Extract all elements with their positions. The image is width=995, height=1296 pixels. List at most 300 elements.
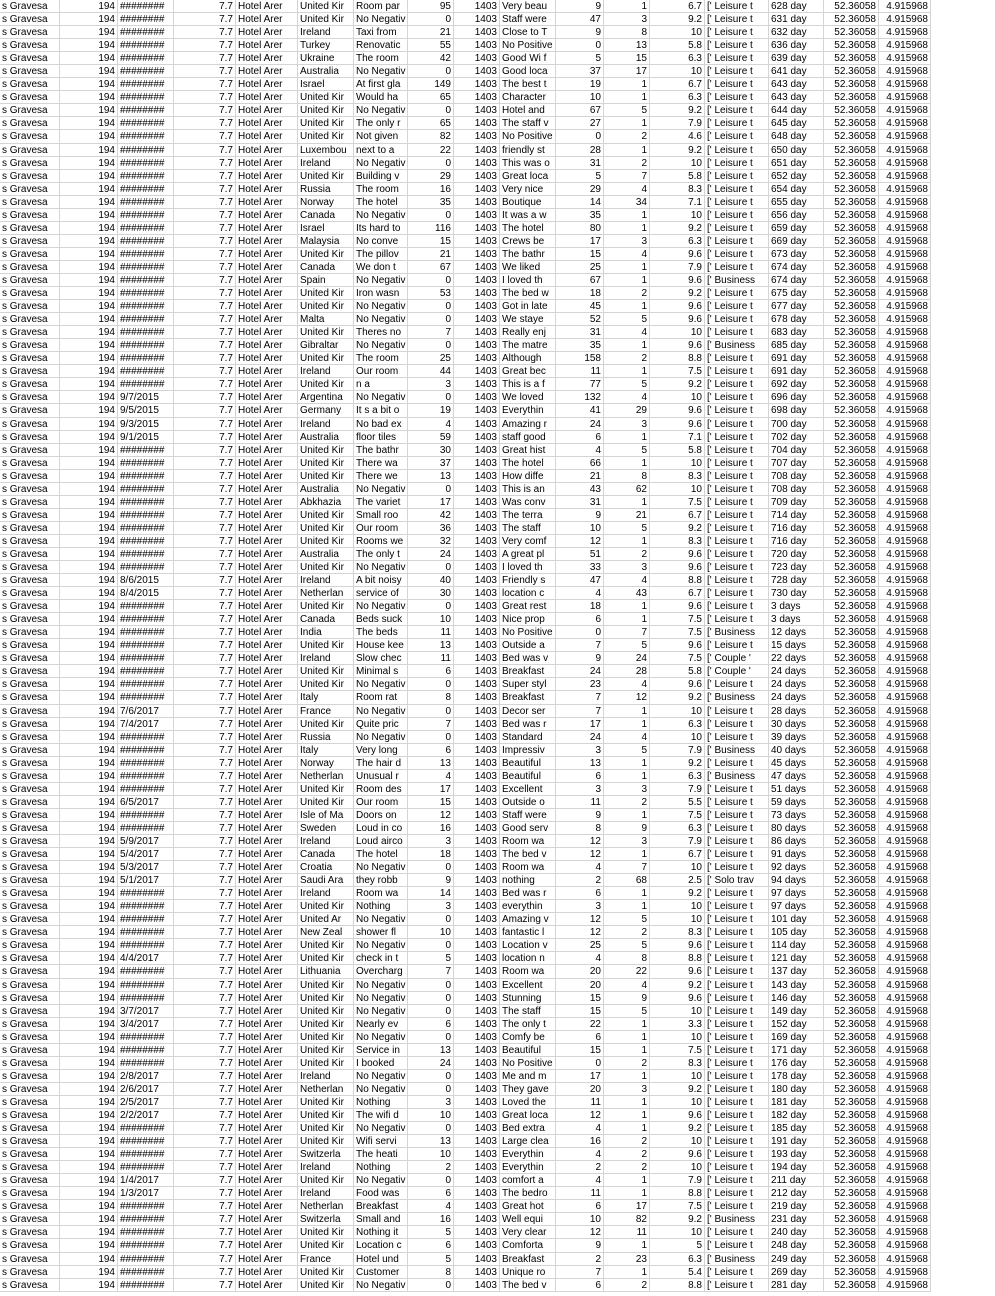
nationality-cell[interactable]: United Kir (298, 979, 354, 992)
review-date-cell[interactable]: ######## (118, 457, 174, 470)
total-reviews-cell[interactable]: 1403 (454, 261, 500, 274)
lat-cell[interactable]: 52.36058 (824, 979, 879, 992)
tags-cell[interactable]: [' Leisure t (705, 848, 769, 861)
reviewer-reviews-cell[interactable]: 2 (604, 287, 650, 300)
negative-review-cell[interactable]: No Negativ (354, 1031, 408, 1044)
lat-cell[interactable]: 52.36058 (824, 665, 879, 678)
positive-word-count-cell[interactable]: 0 (556, 1057, 604, 1070)
additional-score-cell[interactable]: 194 (60, 887, 118, 900)
total-reviews-cell[interactable]: 1403 (454, 952, 500, 965)
days-since-review-cell[interactable]: 249 day (769, 1253, 824, 1266)
days-since-review-cell[interactable]: 685 day (769, 339, 824, 352)
tags-cell[interactable]: [' Leisure t (705, 613, 769, 626)
review-date-cell[interactable]: ######## (118, 731, 174, 744)
total-reviews-cell[interactable]: 1403 (454, 418, 500, 431)
positive-word-count-cell[interactable]: 31 (556, 326, 604, 339)
positive-review-cell[interactable]: The bed w (500, 287, 556, 300)
positive-word-count-cell[interactable]: 4 (556, 1148, 604, 1161)
hotel-address-cell[interactable]: s Gravesa (0, 861, 60, 874)
days-since-review-cell[interactable]: 80 days (769, 822, 824, 835)
days-since-review-cell[interactable]: 723 day (769, 561, 824, 574)
nationality-cell[interactable]: United Kir (298, 678, 354, 691)
hotel-name-cell[interactable]: Hotel Arer (236, 1018, 298, 1031)
lng-cell[interactable]: 4.915968 (879, 744, 931, 757)
reviewer-reviews-cell[interactable]: 4 (604, 183, 650, 196)
hotel-address-cell[interactable]: s Gravesa (0, 913, 60, 926)
hotel-name-cell[interactable]: Hotel Arer (236, 1161, 298, 1174)
reviewer-score-cell[interactable]: 10 (650, 157, 705, 170)
total-reviews-cell[interactable]: 1403 (454, 639, 500, 652)
hotel-address-cell[interactable]: s Gravesa (0, 665, 60, 678)
lat-cell[interactable]: 52.36058 (824, 222, 879, 235)
total-reviews-cell[interactable]: 1403 (454, 1044, 500, 1057)
nationality-cell[interactable]: United Kir (298, 326, 354, 339)
hotel-name-cell[interactable]: Hotel Arer (236, 1070, 298, 1083)
total-reviews-cell[interactable]: 1403 (454, 887, 500, 900)
hotel-name-cell[interactable]: Hotel Arer (236, 613, 298, 626)
lng-cell[interactable]: 4.915968 (879, 117, 931, 130)
positive-word-count-cell[interactable]: 12 (556, 913, 604, 926)
reviewer-score-cell[interactable]: 5.8 (650, 170, 705, 183)
reviewer-reviews-cell[interactable]: 3 (604, 835, 650, 848)
average-score-cell[interactable]: 7.7 (174, 209, 236, 222)
nationality-cell[interactable]: Argentina (298, 391, 354, 404)
review-date-cell[interactable]: ######## (118, 783, 174, 796)
lat-cell[interactable]: 52.36058 (824, 391, 879, 404)
average-score-cell[interactable]: 7.7 (174, 1174, 236, 1187)
additional-score-cell[interactable]: 194 (60, 65, 118, 78)
hotel-address-cell[interactable]: s Gravesa (0, 1122, 60, 1135)
reviewer-score-cell[interactable]: 10 (650, 391, 705, 404)
positive-word-count-cell[interactable]: 4 (556, 1174, 604, 1187)
reviewer-reviews-cell[interactable]: 1 (604, 1018, 650, 1031)
total-reviews-cell[interactable]: 1403 (454, 65, 500, 78)
reviewer-score-cell[interactable]: 6.7 (650, 0, 705, 13)
lng-cell[interactable]: 4.915968 (879, 939, 931, 952)
positive-review-cell[interactable]: Beautiful (500, 1044, 556, 1057)
hotel-name-cell[interactable]: Hotel Arer (236, 913, 298, 926)
positive-word-count-cell[interactable]: 37 (556, 65, 604, 78)
reviewer-reviews-cell[interactable]: 2 (604, 1057, 650, 1070)
nationality-cell[interactable]: Ukraine (298, 52, 354, 65)
review-date-cell[interactable]: ######## (118, 926, 174, 939)
hotel-name-cell[interactable]: Hotel Arer (236, 300, 298, 313)
negative-review-cell[interactable]: No Negativ (354, 979, 408, 992)
positive-word-count-cell[interactable]: 31 (556, 157, 604, 170)
positive-word-count-cell[interactable]: 12 (556, 535, 604, 548)
lng-cell[interactable]: 4.915968 (879, 848, 931, 861)
positive-word-count-cell[interactable]: 11 (556, 1187, 604, 1200)
review-date-cell[interactable]: ######## (118, 209, 174, 222)
negative-word-count-cell[interactable]: 0 (408, 992, 454, 1005)
lng-cell[interactable]: 4.915968 (879, 1122, 931, 1135)
nationality-cell[interactable]: United Kir (298, 248, 354, 261)
lat-cell[interactable]: 52.36058 (824, 509, 879, 522)
negative-review-cell[interactable]: No Negativ (354, 157, 408, 170)
total-reviews-cell[interactable]: 1403 (454, 196, 500, 209)
lat-cell[interactable]: 52.36058 (824, 52, 879, 65)
average-score-cell[interactable]: 7.7 (174, 287, 236, 300)
tags-cell[interactable]: [' Leisure t (705, 404, 769, 417)
tags-cell[interactable]: [' Leisure t (705, 104, 769, 117)
lat-cell[interactable]: 52.36058 (824, 535, 879, 548)
reviewer-score-cell[interactable]: 10 (650, 1070, 705, 1083)
average-score-cell[interactable]: 7.7 (174, 91, 236, 104)
additional-score-cell[interactable]: 194 (60, 600, 118, 613)
hotel-address-cell[interactable]: s Gravesa (0, 561, 60, 574)
reviewer-score-cell[interactable]: 9.6 (650, 939, 705, 952)
tags-cell[interactable]: [' Leisure t (705, 391, 769, 404)
days-since-review-cell[interactable]: 101 day (769, 913, 824, 926)
nationality-cell[interactable]: India (298, 626, 354, 639)
lat-cell[interactable]: 52.36058 (824, 1057, 879, 1070)
hotel-name-cell[interactable]: Hotel Arer (236, 979, 298, 992)
average-score-cell[interactable]: 7.7 (174, 1213, 236, 1226)
reviewer-reviews-cell[interactable]: 1 (604, 496, 650, 509)
days-since-review-cell[interactable]: 3 days (769, 613, 824, 626)
negative-review-cell[interactable]: No Negativ (354, 65, 408, 78)
positive-review-cell[interactable]: Great loca (500, 1109, 556, 1122)
review-date-cell[interactable]: 2/2/2017 (118, 1109, 174, 1122)
lat-cell[interactable]: 52.36058 (824, 1031, 879, 1044)
tags-cell[interactable]: [' Leisure t (705, 835, 769, 848)
additional-score-cell[interactable]: 194 (60, 1200, 118, 1213)
negative-word-count-cell[interactable]: 0 (408, 1174, 454, 1187)
lat-cell[interactable]: 52.36058 (824, 1174, 879, 1187)
total-reviews-cell[interactable]: 1403 (454, 1266, 500, 1279)
review-date-cell[interactable]: ######## (118, 365, 174, 378)
negative-word-count-cell[interactable]: 0 (408, 104, 454, 117)
nationality-cell[interactable]: Croatia (298, 861, 354, 874)
negative-word-count-cell[interactable]: 0 (408, 1005, 454, 1018)
lat-cell[interactable]: 52.36058 (824, 1122, 879, 1135)
hotel-address-cell[interactable]: s Gravesa (0, 678, 60, 691)
review-date-cell[interactable]: ######## (118, 639, 174, 652)
review-date-cell[interactable]: 7/6/2017 (118, 705, 174, 718)
reviewer-reviews-cell[interactable]: 7 (604, 626, 650, 639)
reviewer-reviews-cell[interactable]: 1 (604, 1122, 650, 1135)
lat-cell[interactable]: 52.36058 (824, 313, 879, 326)
reviewer-reviews-cell[interactable]: 1 (604, 613, 650, 626)
lng-cell[interactable]: 4.915968 (879, 65, 931, 78)
positive-review-cell[interactable]: The staff v (500, 117, 556, 130)
additional-score-cell[interactable]: 194 (60, 287, 118, 300)
hotel-address-cell[interactable]: s Gravesa (0, 235, 60, 248)
additional-score-cell[interactable]: 194 (60, 731, 118, 744)
lat-cell[interactable]: 52.36058 (824, 1148, 879, 1161)
review-date-cell[interactable]: ######## (118, 352, 174, 365)
average-score-cell[interactable]: 7.7 (174, 639, 236, 652)
positive-word-count-cell[interactable]: 23 (556, 678, 604, 691)
hotel-address-cell[interactable]: s Gravesa (0, 1044, 60, 1057)
nationality-cell[interactable]: Germany (298, 404, 354, 417)
review-date-cell[interactable]: ######## (118, 1213, 174, 1226)
reviewer-reviews-cell[interactable]: 1 (604, 535, 650, 548)
negative-review-cell[interactable]: The only r (354, 117, 408, 130)
nationality-cell[interactable]: Ireland (298, 418, 354, 431)
additional-score-cell[interactable]: 194 (60, 757, 118, 770)
nationality-cell[interactable]: Spain (298, 274, 354, 287)
negative-review-cell[interactable]: No Negativ (354, 483, 408, 496)
lng-cell[interactable]: 4.915968 (879, 418, 931, 431)
days-since-review-cell[interactable]: 59 days (769, 796, 824, 809)
negative-word-count-cell[interactable]: 14 (408, 887, 454, 900)
nationality-cell[interactable]: Russia (298, 731, 354, 744)
lng-cell[interactable]: 4.915968 (879, 1200, 931, 1213)
negative-word-count-cell[interactable]: 2 (408, 1161, 454, 1174)
negative-word-count-cell[interactable]: 0 (408, 65, 454, 78)
hotel-name-cell[interactable]: Hotel Arer (236, 1031, 298, 1044)
tags-cell[interactable]: [' Leisure t (705, 483, 769, 496)
average-score-cell[interactable]: 7.7 (174, 78, 236, 91)
positive-review-cell[interactable]: Super styl (500, 678, 556, 691)
nationality-cell[interactable]: United Kir (298, 117, 354, 130)
reviewer-score-cell[interactable]: 9.2 (650, 887, 705, 900)
average-score-cell[interactable]: 7.7 (174, 757, 236, 770)
positive-review-cell[interactable]: No Positive (500, 130, 556, 143)
days-since-review-cell[interactable]: 180 day (769, 1083, 824, 1096)
negative-review-cell[interactable]: No Negativ (354, 209, 408, 222)
negative-review-cell[interactable]: Slow chec (354, 652, 408, 665)
negative-review-cell[interactable]: Service in (354, 1044, 408, 1057)
lat-cell[interactable]: 52.36058 (824, 339, 879, 352)
negative-word-count-cell[interactable]: 6 (408, 1187, 454, 1200)
additional-score-cell[interactable]: 194 (60, 835, 118, 848)
negative-review-cell[interactable]: Taxi from (354, 26, 408, 39)
positive-review-cell[interactable]: The terra (500, 509, 556, 522)
positive-review-cell[interactable]: Great bec (500, 365, 556, 378)
negative-word-count-cell[interactable]: 6 (408, 1018, 454, 1031)
positive-word-count-cell[interactable]: 8 (556, 822, 604, 835)
tags-cell[interactable]: [' Leisure t (705, 91, 769, 104)
days-since-review-cell[interactable]: 114 day (769, 939, 824, 952)
hotel-address-cell[interactable]: s Gravesa (0, 1057, 60, 1070)
reviewer-reviews-cell[interactable]: 4 (604, 574, 650, 587)
negative-word-count-cell[interactable]: 10 (408, 1148, 454, 1161)
days-since-review-cell[interactable]: 691 day (769, 365, 824, 378)
lng-cell[interactable]: 4.915968 (879, 1213, 931, 1226)
lng-cell[interactable]: 4.915968 (879, 1109, 931, 1122)
average-score-cell[interactable]: 7.7 (174, 744, 236, 757)
positive-word-count-cell[interactable]: 17 (556, 1070, 604, 1083)
tags-cell[interactable]: [' Leisure t (705, 1096, 769, 1109)
positive-review-cell[interactable]: The staff (500, 522, 556, 535)
positive-word-count-cell[interactable]: 29 (556, 183, 604, 196)
hotel-address-cell[interactable]: s Gravesa (0, 522, 60, 535)
hotel-address-cell[interactable]: s Gravesa (0, 39, 60, 52)
hotel-name-cell[interactable]: Hotel Arer (236, 848, 298, 861)
negative-word-count-cell[interactable]: 5 (408, 1253, 454, 1266)
lng-cell[interactable]: 4.915968 (879, 470, 931, 483)
negative-word-count-cell[interactable]: 37 (408, 457, 454, 470)
lng-cell[interactable]: 4.915968 (879, 626, 931, 639)
negative-review-cell[interactable]: Location c (354, 1239, 408, 1252)
positive-word-count-cell[interactable]: 7 (556, 705, 604, 718)
nationality-cell[interactable]: Netherlan (298, 1083, 354, 1096)
lat-cell[interactable]: 52.36058 (824, 1109, 879, 1122)
negative-word-count-cell[interactable]: 11 (408, 626, 454, 639)
total-reviews-cell[interactable]: 1403 (454, 1200, 500, 1213)
additional-score-cell[interactable]: 194 (60, 248, 118, 261)
negative-review-cell[interactable]: House kee (354, 639, 408, 652)
hotel-address-cell[interactable]: s Gravesa (0, 261, 60, 274)
reviewer-reviews-cell[interactable]: 1 (604, 600, 650, 613)
negative-word-count-cell[interactable]: 7 (408, 965, 454, 978)
days-since-review-cell[interactable]: 643 day (769, 91, 824, 104)
reviewer-score-cell[interactable]: 9.6 (650, 561, 705, 574)
average-score-cell[interactable]: 7.7 (174, 952, 236, 965)
positive-review-cell[interactable]: Amazing v (500, 913, 556, 926)
reviewer-score-cell[interactable]: 5 (650, 1239, 705, 1252)
days-since-review-cell[interactable]: 728 day (769, 574, 824, 587)
lng-cell[interactable]: 4.915968 (879, 965, 931, 978)
review-date-cell[interactable]: ######## (118, 496, 174, 509)
tags-cell[interactable]: [' Leisure t (705, 130, 769, 143)
tags-cell[interactable]: [' Leisure t (705, 913, 769, 926)
hotel-name-cell[interactable]: Hotel Arer (236, 874, 298, 887)
days-since-review-cell[interactable]: 716 day (769, 522, 824, 535)
average-score-cell[interactable]: 7.7 (174, 652, 236, 665)
negative-word-count-cell[interactable]: 7 (408, 718, 454, 731)
average-score-cell[interactable]: 7.7 (174, 391, 236, 404)
nationality-cell[interactable]: United Kir (298, 352, 354, 365)
reviewer-score-cell[interactable]: 9.2 (650, 757, 705, 770)
positive-word-count-cell[interactable]: 14 (556, 196, 604, 209)
negative-review-cell[interactable]: Room rat (354, 691, 408, 704)
reviewer-reviews-cell[interactable]: 3 (604, 783, 650, 796)
additional-score-cell[interactable]: 194 (60, 117, 118, 130)
total-reviews-cell[interactable]: 1403 (454, 170, 500, 183)
average-score-cell[interactable]: 7.7 (174, 979, 236, 992)
average-score-cell[interactable]: 7.7 (174, 1253, 236, 1266)
hotel-address-cell[interactable]: s Gravesa (0, 470, 60, 483)
average-score-cell[interactable]: 7.7 (174, 326, 236, 339)
positive-review-cell[interactable]: Amazing r (500, 418, 556, 431)
additional-score-cell[interactable]: 194 (60, 783, 118, 796)
negative-review-cell[interactable]: Breakfast (354, 1200, 408, 1213)
review-date-cell[interactable]: ######## (118, 248, 174, 261)
positive-word-count-cell[interactable]: 16 (556, 1135, 604, 1148)
tags-cell[interactable]: [' Leisure t (705, 1122, 769, 1135)
lat-cell[interactable]: 52.36058 (824, 1187, 879, 1200)
average-score-cell[interactable]: 7.7 (174, 261, 236, 274)
review-date-cell[interactable]: ######## (118, 1279, 174, 1292)
total-reviews-cell[interactable]: 1403 (454, 522, 500, 535)
reviewer-score-cell[interactable]: 9.6 (650, 965, 705, 978)
hotel-address-cell[interactable]: s Gravesa (0, 613, 60, 626)
tags-cell[interactable]: [' Leisure t (705, 1148, 769, 1161)
additional-score-cell[interactable]: 194 (60, 652, 118, 665)
average-score-cell[interactable]: 7.7 (174, 992, 236, 1005)
hotel-name-cell[interactable]: Hotel Arer (236, 822, 298, 835)
hotel-address-cell[interactable]: s Gravesa (0, 222, 60, 235)
positive-word-count-cell[interactable]: 9 (556, 0, 604, 13)
nationality-cell[interactable]: United Kir (298, 796, 354, 809)
total-reviews-cell[interactable]: 1403 (454, 483, 500, 496)
reviewer-reviews-cell[interactable]: 4 (604, 391, 650, 404)
reviewer-reviews-cell[interactable]: 1 (604, 705, 650, 718)
hotel-address-cell[interactable]: s Gravesa (0, 157, 60, 170)
positive-word-count-cell[interactable]: 132 (556, 391, 604, 404)
hotel-name-cell[interactable]: Hotel Arer (236, 78, 298, 91)
hotel-address-cell[interactable]: s Gravesa (0, 1018, 60, 1031)
tags-cell[interactable]: [' Leisure t (705, 1279, 769, 1292)
days-since-review-cell[interactable]: 644 day (769, 104, 824, 117)
days-since-review-cell[interactable]: 146 day (769, 992, 824, 1005)
lng-cell[interactable]: 4.915968 (879, 1018, 931, 1031)
lng-cell[interactable]: 4.915968 (879, 352, 931, 365)
average-score-cell[interactable]: 7.7 (174, 731, 236, 744)
tags-cell[interactable]: [' Leisure t (705, 1187, 769, 1200)
reviewer-score-cell[interactable]: 7.5 (650, 496, 705, 509)
additional-score-cell[interactable]: 194 (60, 78, 118, 91)
nationality-cell[interactable]: France (298, 1253, 354, 1266)
positive-review-cell[interactable]: It was a w (500, 209, 556, 222)
additional-score-cell[interactable]: 194 (60, 91, 118, 104)
hotel-name-cell[interactable]: Hotel Arer (236, 391, 298, 404)
positive-review-cell[interactable]: This is an (500, 483, 556, 496)
hotel-address-cell[interactable]: s Gravesa (0, 13, 60, 26)
hotel-address-cell[interactable]: s Gravesa (0, 300, 60, 313)
lat-cell[interactable]: 52.36058 (824, 65, 879, 78)
positive-review-cell[interactable]: I loved th (500, 561, 556, 574)
lng-cell[interactable]: 4.915968 (879, 665, 931, 678)
additional-score-cell[interactable]: 194 (60, 705, 118, 718)
average-score-cell[interactable]: 7.7 (174, 483, 236, 496)
hotel-address-cell[interactable]: s Gravesa (0, 874, 60, 887)
tags-cell[interactable]: [' Leisure t (705, 326, 769, 339)
hotel-name-cell[interactable]: Hotel Arer (236, 404, 298, 417)
review-date-cell[interactable]: ######## (118, 1253, 174, 1266)
tags-cell[interactable]: [' Leisure t (705, 1005, 769, 1018)
lat-cell[interactable]: 52.36058 (824, 196, 879, 209)
lng-cell[interactable]: 4.915968 (879, 796, 931, 809)
tags-cell[interactable]: [' Leisure t (705, 1018, 769, 1031)
reviewer-score-cell[interactable]: 6.7 (650, 587, 705, 600)
lng-cell[interactable]: 4.915968 (879, 0, 931, 13)
additional-score-cell[interactable]: 194 (60, 209, 118, 222)
review-date-cell[interactable]: ######## (118, 613, 174, 626)
tags-cell[interactable]: [' Leisure t (705, 587, 769, 600)
tags-cell[interactable]: [' Leisure t (705, 548, 769, 561)
positive-word-count-cell[interactable]: 24 (556, 731, 604, 744)
total-reviews-cell[interactable]: 1403 (454, 913, 500, 926)
lng-cell[interactable]: 4.915968 (879, 548, 931, 561)
negative-review-cell[interactable]: Renovatic (354, 39, 408, 52)
review-date-cell[interactable]: ######## (118, 170, 174, 183)
negative-word-count-cell[interactable]: 32 (408, 535, 454, 548)
total-reviews-cell[interactable]: 1403 (454, 509, 500, 522)
lat-cell[interactable]: 52.36058 (824, 209, 879, 222)
tags-cell[interactable]: [' Leisure t (705, 287, 769, 300)
additional-score-cell[interactable]: 194 (60, 52, 118, 65)
reviewer-reviews-cell[interactable]: 9 (604, 992, 650, 1005)
positive-word-count-cell[interactable]: 52 (556, 313, 604, 326)
review-date-cell[interactable]: ######## (118, 548, 174, 561)
nationality-cell[interactable]: United Kir (298, 509, 354, 522)
lat-cell[interactable]: 52.36058 (824, 1018, 879, 1031)
negative-review-cell[interactable]: The wifi d (354, 1109, 408, 1122)
average-score-cell[interactable]: 7.7 (174, 848, 236, 861)
days-since-review-cell[interactable]: 641 day (769, 65, 824, 78)
reviewer-score-cell[interactable]: 6.7 (650, 78, 705, 91)
lng-cell[interactable]: 4.915968 (879, 678, 931, 691)
reviewer-score-cell[interactable]: 10 (650, 1135, 705, 1148)
lng-cell[interactable]: 4.915968 (879, 783, 931, 796)
positive-word-count-cell[interactable]: 10 (556, 91, 604, 104)
positive-word-count-cell[interactable]: 66 (556, 457, 604, 470)
reviewer-reviews-cell[interactable]: 1 (604, 78, 650, 91)
